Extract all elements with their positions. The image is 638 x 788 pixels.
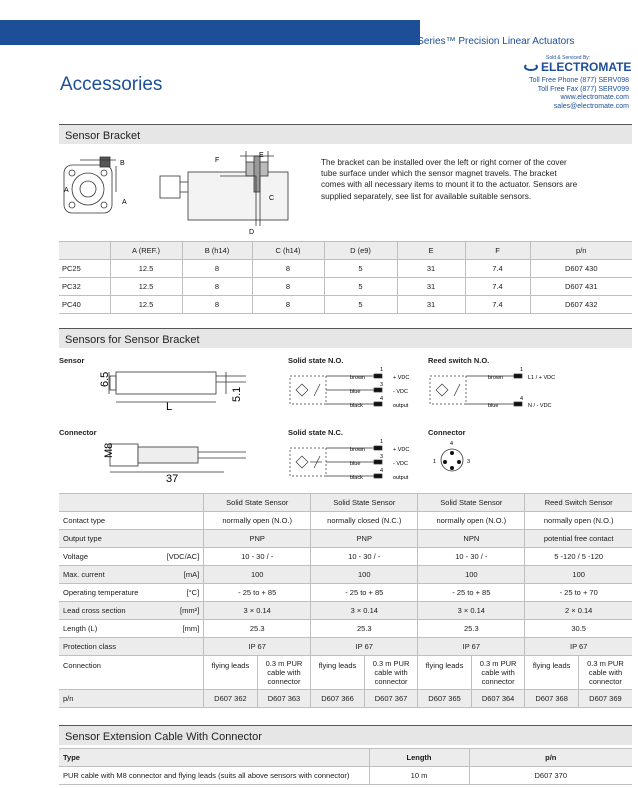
cell: 12.5 xyxy=(110,260,182,278)
table-row xyxy=(59,260,632,278)
cell: - 25 to + 85 xyxy=(204,584,311,602)
table-header: Length xyxy=(369,749,469,767)
wire-blue: blue xyxy=(350,461,361,467)
cell: 0.3 m PUR cable with connector xyxy=(578,656,632,690)
table-header: p/n xyxy=(469,749,632,767)
cell: 5 -120 / 5 -120 xyxy=(525,548,632,566)
cell: IP 67 xyxy=(525,638,632,656)
row-label: Contact type xyxy=(59,512,162,530)
cell: potential free contact xyxy=(525,530,632,548)
row-label: Operating temperature xyxy=(59,584,162,602)
cell: 5 xyxy=(324,278,397,296)
pin-3: 3 xyxy=(380,382,384,388)
connector-pinout xyxy=(430,436,490,482)
table-row xyxy=(59,512,632,530)
sensor-drawing xyxy=(96,362,246,414)
email-link[interactable]: sales@electromate.com xyxy=(553,102,629,110)
wiring-ss-no xyxy=(288,364,420,416)
cell: D607 370 xyxy=(469,767,632,785)
wire-blue: blue xyxy=(350,389,361,395)
wire-brown: brown xyxy=(350,447,365,453)
table-header: F xyxy=(465,242,530,260)
pin-4: 4 xyxy=(520,396,524,402)
website-link[interactable]: www.electromate.com xyxy=(560,94,629,102)
minus-vdc: - VDC xyxy=(393,461,408,467)
table-header-row xyxy=(59,242,632,260)
dim-37: 37 xyxy=(166,473,179,484)
dim-label-c: C xyxy=(269,195,275,202)
dim-label-d: D xyxy=(249,229,255,236)
contact-info xyxy=(529,77,629,111)
wire-black: black xyxy=(350,403,363,409)
cell: PUR cable with M8 connector and flying leads (suits all above sensors with connector) xyxy=(59,767,369,785)
plus-vdc: + VDC xyxy=(393,447,410,453)
cell: 30.5 xyxy=(525,620,632,638)
cell: D607 365 xyxy=(418,690,472,708)
wiring-ss-nc xyxy=(288,436,420,488)
cell: D607 367 xyxy=(364,690,418,708)
cell: 25.3 xyxy=(204,620,311,638)
cell: 12.5 xyxy=(110,296,182,314)
table-header: E xyxy=(397,242,465,260)
cell: normally closed (N.C.) xyxy=(311,512,418,530)
cell: 31 xyxy=(397,260,465,278)
cell: flying leads xyxy=(204,656,258,690)
table-header-row xyxy=(59,749,632,767)
cell: 8 xyxy=(252,260,324,278)
header-bar xyxy=(0,20,420,45)
n-vdc: N / - VDC xyxy=(528,403,552,409)
cell: flying leads xyxy=(311,656,365,690)
cell: 0.3 m PUR cable with connector xyxy=(364,656,418,690)
table-row xyxy=(59,530,632,548)
dim-label-a2: A xyxy=(122,199,127,206)
table-header: Solid State Sensor xyxy=(418,494,525,512)
bracket-table xyxy=(59,241,632,314)
table-header: Solid State Sensor xyxy=(311,494,418,512)
sensors-table xyxy=(59,493,632,708)
table-header xyxy=(59,242,110,260)
page-title: Accessories xyxy=(60,74,163,95)
pin-1: 1 xyxy=(433,459,437,465)
table-row xyxy=(59,656,632,690)
row-label: Protection class xyxy=(59,638,162,656)
cell: - 25 to + 85 xyxy=(418,584,525,602)
table-header: Type xyxy=(59,749,369,767)
dim-label-f: F xyxy=(215,157,220,164)
cell: 12.5 xyxy=(110,278,182,296)
table-header-empty xyxy=(59,494,204,512)
row-label: Length (L) xyxy=(59,620,162,638)
dim-label-a: A xyxy=(64,187,69,194)
cell: 8 xyxy=(182,278,252,296)
row-unit xyxy=(162,512,204,530)
row-unit xyxy=(162,530,204,548)
bracket-description: The bracket can be installed over the left or right corner of the cover tube surface under which the sensor magnet travels. The bracket comes with all necessary items to mount it to the actuator. Sensors are supplied separately, see list for available suitable sensors. xyxy=(321,158,578,201)
dim-label-b: B xyxy=(120,160,125,167)
cell: D607 431 xyxy=(530,278,632,296)
table-row xyxy=(59,584,632,602)
logo-swoosh-icon xyxy=(524,63,538,71)
table-header: C (h14) xyxy=(252,242,324,260)
wire-brown: brown xyxy=(350,375,365,381)
l1-vdc: L1 / + VDC xyxy=(528,375,556,381)
cell: PNP xyxy=(204,530,311,548)
cell: 5 xyxy=(324,296,397,314)
table-row xyxy=(59,278,632,296)
row-unit: [mm²] xyxy=(162,602,204,620)
row-unit: [mm] xyxy=(162,620,204,638)
cell: D607 432 xyxy=(530,296,632,314)
cell: - 25 to + 85 xyxy=(311,584,418,602)
sensor-label: Sensor xyxy=(59,356,85,365)
cell: - 25 to + 70 xyxy=(525,584,632,602)
cell: D607 369 xyxy=(578,690,632,708)
cell: normally open (N.O.) xyxy=(204,512,311,530)
cell: 5 xyxy=(324,260,397,278)
cell: 8 xyxy=(252,296,324,314)
table-row xyxy=(59,690,632,708)
cell: 7.4 xyxy=(465,260,530,278)
table-header: D (e9) xyxy=(324,242,397,260)
wire-blue: blue xyxy=(488,403,499,409)
ss-nc-label: Solid state N.C. xyxy=(288,428,344,437)
cell: D607 362 xyxy=(204,690,258,708)
table-row xyxy=(59,620,632,638)
cell: 0.3 m PUR cable with connector xyxy=(471,656,525,690)
section-sensors: Sensors for Sensor Bracket xyxy=(59,328,632,348)
table-row xyxy=(59,638,632,656)
cell: flying leads xyxy=(525,656,579,690)
cell: 100 xyxy=(525,566,632,584)
output: output xyxy=(393,403,409,409)
cell: 25.3 xyxy=(418,620,525,638)
pin-1: 1 xyxy=(380,439,384,445)
table-row xyxy=(59,548,632,566)
sold-by-text: Sold & Serviced By: xyxy=(546,55,591,61)
cell: IP 67 xyxy=(311,638,418,656)
connector-label: Connector xyxy=(59,428,97,437)
cell: D607 363 xyxy=(257,690,311,708)
cell: normally open (N.O.) xyxy=(525,512,632,530)
cell: IP 67 xyxy=(418,638,525,656)
cell: IP 67 xyxy=(204,638,311,656)
table-row xyxy=(59,767,632,785)
cell: D607 364 xyxy=(471,690,525,708)
pin-4: 4 xyxy=(450,441,454,447)
cell: 10 - 30 / - xyxy=(311,548,418,566)
row-unit: [°C] xyxy=(162,584,204,602)
cell: PC32 xyxy=(59,278,110,296)
cell: 25.3 xyxy=(311,620,418,638)
table-row xyxy=(59,566,632,584)
cell: D607 366 xyxy=(311,690,365,708)
cell: 3 × 0.14 xyxy=(204,602,311,620)
row-unit: [VDC/AC] xyxy=(162,548,204,566)
cell: NPN xyxy=(418,530,525,548)
cell: PNP xyxy=(311,530,418,548)
reed-no-label: Reed switch N.O. xyxy=(428,356,490,365)
table-row xyxy=(59,602,632,620)
dim-l: L xyxy=(166,401,173,413)
cell: 31 xyxy=(397,296,465,314)
cell: 8 xyxy=(182,260,252,278)
table-header: p/n xyxy=(530,242,632,260)
minus-vdc: - VDC xyxy=(393,389,408,395)
row-label: Lead cross section xyxy=(59,602,162,620)
cell: PC25 xyxy=(59,260,110,278)
row-unit xyxy=(162,638,204,656)
cell: 3 × 0.14 xyxy=(418,602,525,620)
cell: 3 × 0.14 xyxy=(311,602,418,620)
cell: 7.4 xyxy=(465,278,530,296)
table-header: B (h14) xyxy=(182,242,252,260)
cell: 31 xyxy=(397,278,465,296)
cell: 10 - 30 / - xyxy=(418,548,525,566)
cell: 8 xyxy=(182,296,252,314)
table-row xyxy=(59,296,632,314)
dim-label-e: E xyxy=(259,152,264,159)
phone: Toll Free Phone (877) SERV098 xyxy=(529,77,629,84)
pin-3: 3 xyxy=(380,454,384,460)
brand-name: ELECTROMATE xyxy=(541,60,632,74)
table-header: Reed Switch Sensor xyxy=(525,494,632,512)
ss-no-label: Solid state N.O. xyxy=(288,356,344,365)
cell: 100 xyxy=(204,566,311,584)
pin-3: 3 xyxy=(467,459,471,465)
cell: 8 xyxy=(252,278,324,296)
wire-black: black xyxy=(350,475,363,481)
cell: D607 430 xyxy=(530,260,632,278)
cell: 100 xyxy=(418,566,525,584)
cell: 10 - 30 / - xyxy=(204,548,311,566)
section-extension-cable: Sensor Extension Cable With Connector xyxy=(59,725,632,745)
cell: normally open (N.O.) xyxy=(418,512,525,530)
pin-1: 1 xyxy=(520,367,524,373)
cell: 10 m xyxy=(369,767,469,785)
dim-5-1: 5.1 xyxy=(231,386,243,402)
row-label: Voltage xyxy=(59,548,162,566)
connector2-label: Connector xyxy=(428,428,466,437)
row-label: Max. current xyxy=(59,566,162,584)
section-sensor-bracket: Sensor Bracket xyxy=(59,124,632,144)
brand-logo xyxy=(524,60,631,74)
table-header: Solid State Sensor xyxy=(204,494,311,512)
dim-6-5: 6.5 xyxy=(99,371,111,387)
cell: 0.3 m PUR cable with connector xyxy=(257,656,311,690)
cell: PC40 xyxy=(59,296,110,314)
pin-1: 1 xyxy=(380,367,384,373)
cell: D607 368 xyxy=(525,690,579,708)
series-title: PC-Series™ Precision Linear Actuators xyxy=(400,36,575,47)
cell: 2 × 0.14 xyxy=(525,602,632,620)
pin-4: 4 xyxy=(380,468,384,474)
cell: flying leads xyxy=(418,656,472,690)
cell: 100 xyxy=(311,566,418,584)
cable-table xyxy=(59,748,632,785)
connector-drawing xyxy=(96,438,246,484)
fax: Toll Free Fax (877) SERV099 xyxy=(537,85,629,93)
dim-m8: M8 xyxy=(103,442,115,458)
cell: 7.4 xyxy=(465,296,530,314)
wiring-reed-no xyxy=(428,364,578,416)
row-label: Output type xyxy=(59,530,162,548)
wire-brown: brown xyxy=(488,375,503,381)
row-label: Connection xyxy=(59,656,204,690)
row-unit: [mA] xyxy=(162,566,204,584)
plus-vdc: + VDC xyxy=(393,375,410,381)
table-header-row xyxy=(59,494,632,512)
output: output xyxy=(393,475,409,481)
bracket-drawing xyxy=(60,148,310,238)
pin-4: 4 xyxy=(380,396,384,402)
table-header: A (REF.) xyxy=(110,242,182,260)
row-label: p/n xyxy=(59,690,204,708)
